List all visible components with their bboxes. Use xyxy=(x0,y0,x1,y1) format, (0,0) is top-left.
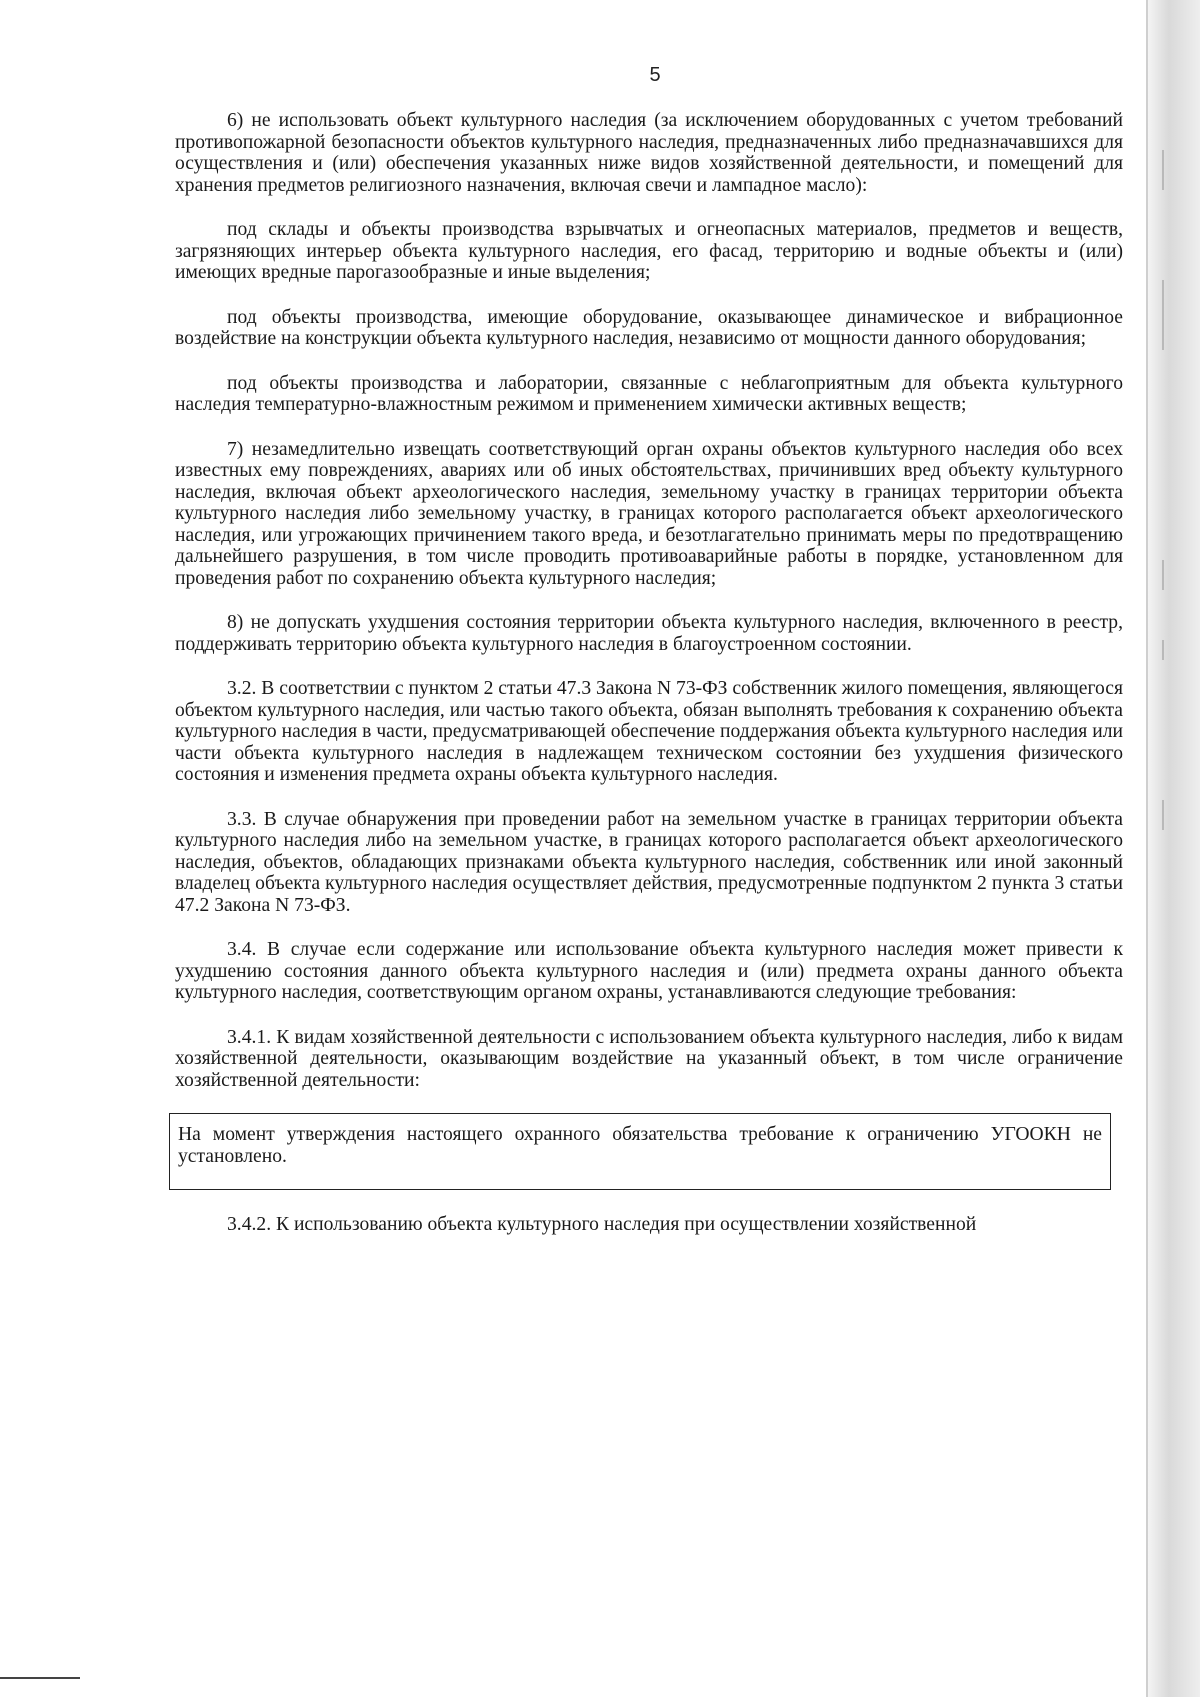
scan-edge-shadow xyxy=(1146,0,1200,1697)
paragraph-3-3: 3.3. В случае обнаружения при проведении работ на земельном участке в границах территории объекта культурного наследия либо на земельном участке, в границах которого располагается объект археологического наследия, объектов, обладающих признаками объекта культурного наследия, собственник или иной законный владелец объекта культурного наследия осуществляет действия, предусмотренные подпунктом 2 пункта 3 статьи 47.2 Закона N 73-ФЗ. xyxy=(175,808,1123,916)
page-number: 5 xyxy=(649,64,661,86)
boxed-note xyxy=(169,1113,1111,1190)
paragraph-warehouses: под склады и объекты производства взрывчатых и огнеопасных материалов, предметов и веществ, загрязняющих интерьер объекта культурного наследия, его фасад, территорию и водные объекты и (или) имеющих вредные парогазообразные и иные выделения; xyxy=(175,219,1123,283)
paragraph-7: 7) незамедлительно извещать соответствующий орган охраны объектов культурного наследия обо всех известных ему повреждениях, авариях или об иных обстоятельствах, причинивших вред объекту культурного наследия, включая объект археологического наследия, земельному участку в границах территории объекта культурного наследия либо земельному участку, в границах которого располагается объект археологического наследия, или угрожающих причинением такого вреда, и безотлагательно принимать меры по предотвращению дальнейшего разрушения, в том числе проводить противоаварийные работы в порядке, установленном для проведения работ по сохранению объекта культурного наследия; xyxy=(175,438,1123,589)
document-body xyxy=(175,110,1123,1259)
paragraph-6: 6) не использовать объект культурного наследия (за исключением оборудованных с учетом требований противопожарной безопасности объектов культурного наследия, предназначенных либо предназначавшихся для осуществления и (или) обеспечения указанных ниже видов хозяйственной деятельности, и помещений для хранения предметов религиозного назначения, включая свечи и лампадное масло): xyxy=(175,110,1123,196)
paragraph-3-2: 3.2. В соответствии с пунктом 2 статьи 47.3 Закона N 73-ФЗ собственник жилого помещения, являющегося объектом культурного наследия, или частью такого объекта, обязан выполнять требования к сохранению объекта культурного наследия в части, предусматривающей обеспечение поддержания объекта культурного наследия или части объекта культурного наследия в надлежащем техническом состоянии без ухудшения физического состояния и изменения предмета охраны объекта культурного наследия. xyxy=(175,678,1123,785)
paragraph-3-4-1: 3.4.1. К видам хозяйственной деятельности с использованием объекта культурного наследия, либо к видам хозяйственной деятельности, оказывающим воздействие на указанный объект, в том числе ограничение хозяйственной деятельности: xyxy=(175,1026,1123,1091)
scan-artifact-line xyxy=(0,1677,80,1679)
paragraph-laboratories: под объекты производства и лаборатории, связанные с неблагоприятным для объекта культурного наследия температурно-влажностным режимом и применением химически активных веществ; xyxy=(175,372,1123,415)
paragraph-8: 8) не допускать ухудшения состояния территории объекта культурного наследия, включенного в реестр, поддерживать территорию объекта культурного наследия в благоустроенном состоянии. xyxy=(175,612,1123,655)
paragraph-3-4-2: 3.4.2. К использованию объекта культурного наследия при осуществлении хозяйственной xyxy=(227,1214,977,1235)
paragraph-production-equipment: под объекты производства, имеющие оборудование, оказывающее динамическое и вибрационное воздействие на конструкции объекта культурного наследия, независимо от мощности данного оборудования; xyxy=(175,306,1123,349)
boxed-note-text: На момент утверждения настоящего охранного обязательства требование к ограничению УГООКН не установлено. xyxy=(178,1124,1102,1167)
paragraph-3-4: 3.4. В случае если содержание или использование объекта культурного наследия может привести к ухудшению состояния данного объекта культурного наследия и (или) предмета охраны данного объекта культурного наследия, соответствующим органом охраны, устанавливаются следующие требования: xyxy=(175,939,1123,1003)
